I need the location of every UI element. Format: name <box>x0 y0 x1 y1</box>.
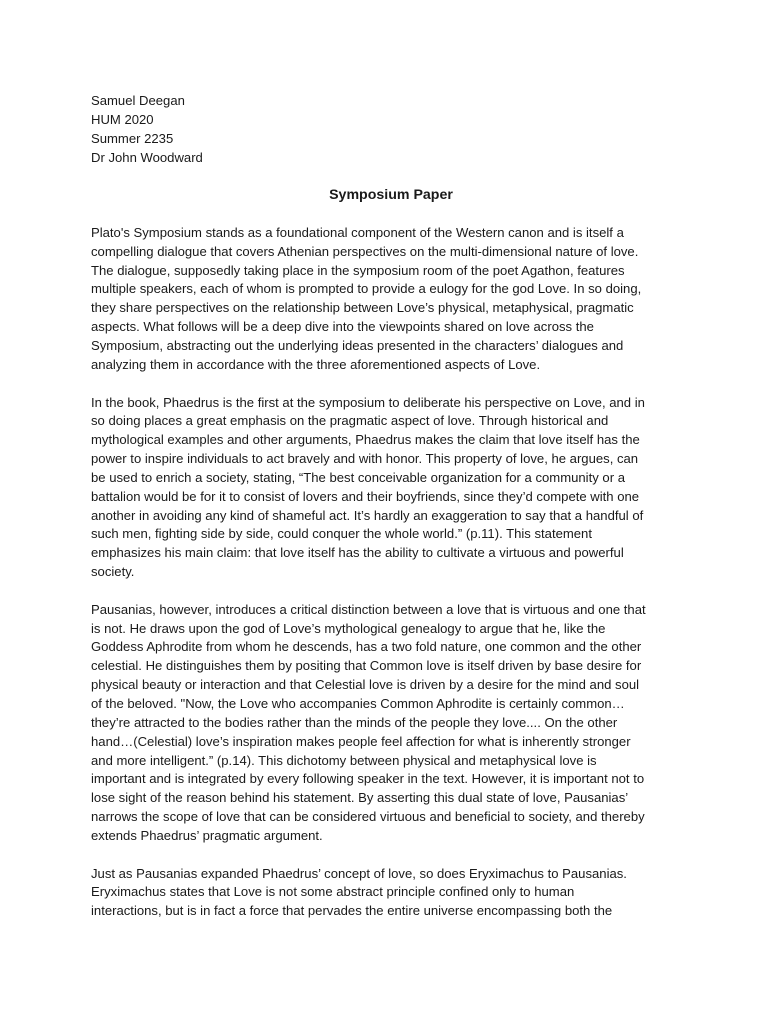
paragraph-phaedrus: In the book, Phaedrus is the first at the symposium to deliberate his perspective on Love, and in so doing places a great emphasis on the pragmatic aspect of love. Through historical and mythological examples and other arguments, Phaedrus makes the claim that love itself has the power to inspire individuals to act bravely and with honor. This property of love, he argues, can be used to enrich a society, stating, “The best conceivable organization for a community or a battalion would be for it to consist of lovers and their boyfriends, since they’d compete with one another in avoiding any kind of shameful act. It’s hardly an exaggeration to say that a handful of such men, fighting side by side, could conquer the whole world.” (p.11). This statement emphasizes his main claim: that love itself has the ability to cultivate a virtuous and powerful society. <box>91 394 645 580</box>
paragraph-intro: Plato's Symposium stands as a foundational component of the Western canon and is itself a compelling dialogue that covers Athenian perspectives on the multi-dimensional nature of love. The dialogue, supposedly taking place in the symposium room of the poet Agathon, features multiple speakers, each of whom is prompted to provide a eulogy for the god Love. In so doing, they share perspectives on the relationship between Love’s physical, metaphysical, pragmatic aspects. What follows will be a deep dive into the viewpoints shared on love across the Symposium, abstracting out the underlying ideas presented in the characters’ dialogues and analyzing them in accordance with the three aforementioned aspects of Love. <box>91 224 642 372</box>
instructor-name: Dr John Woodward <box>91 149 203 165</box>
document-header <box>91 92 691 167</box>
author-name: Samuel Deegan <box>91 93 185 108</box>
document-body <box>91 92 691 940</box>
course-code: HUM 2020 <box>91 111 154 127</box>
term: Summer 2235 <box>91 130 174 146</box>
paragraph-pausanias: Pausanias, however, introduces a critical distinction between a love that is virtuous and one that is not. He draws upon the god of Love’s mythological genealogy to argue that he, like the Goddess Aphrodite from whom he descends, has a two fold nature, one common and the other celestial. He distinguishes them by positing that Common love is itself driven by base desire for physical beauty or interaction and that Celestial love is driven by a desire for the mind and soul of the beloved. "Now, the Love who accompanies Common Aphrodite is certainly common… they’re attracted to the bodies rather than the minds of the people they love.... On the other hand…(Celestial) love’s inspiration makes people feel affection for what is inherently stronger and more intelligent.” (p.14). This dichotomy between physical and metaphysical love is important and is integrated by every following speaker in the text. However, it is important not to lose sight of the reason behind his statement. By asserting this dual state of love, Pausanias’ narrows the scope of love that can be considered virtuous and beneficial to society, and thereby extends Phaedrus’ pragmatic argument. <box>91 601 646 843</box>
paragraph-eryximachus: Just as Pausanias expanded Phaedrus’ concept of love, so does Eryximachus to Pausanias. Eryximachus states that Love is not some abstract principle confined only to human interactions, but is in fact a force that pervades the entire universe encompassing both the <box>91 865 627 919</box>
paper-title: Symposium Paper <box>329 187 453 204</box>
